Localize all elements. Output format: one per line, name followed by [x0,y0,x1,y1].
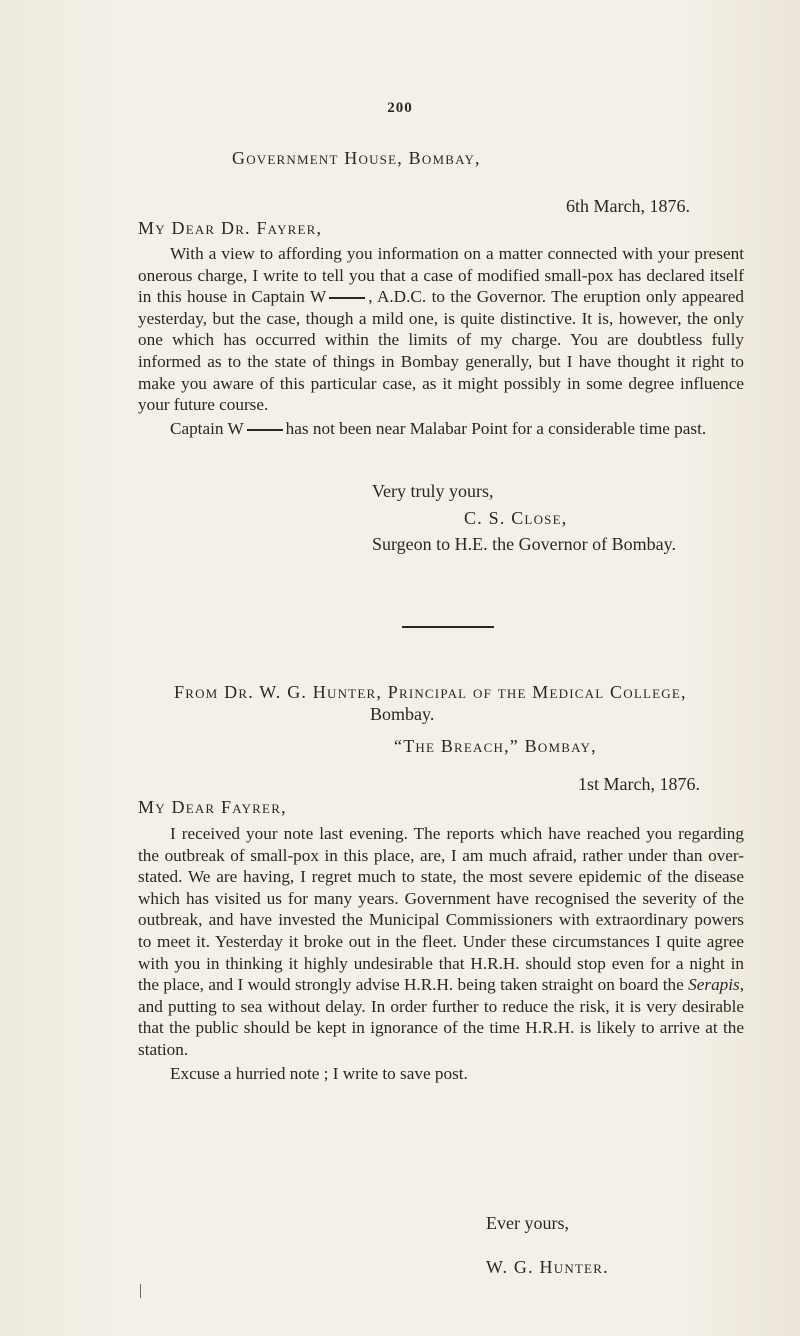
section-divider [402,626,494,628]
letter1-paragraph-2: Captain W has not been near Malabar Point for a considerable time past. [170,418,707,438]
letter1-paragraph-1: With a view to affording you information on a matter connected with your present onerous charge, I write to tell you that a case of modified small-pox has declared itself in this house in Captain W , A.D.C. to the Governor. The eruption only appeared yesterday, but the case, though a mild one, is quite distinctive. It is, however, the only one which has occurred within the limits of my charge. You are doubtless fully informed as to the state of things in Bombay generally, but I have thought it right to make you aware of this particular case, as it might possibly in some degree influence your future course. [138,244,744,415]
name-dash [247,429,283,431]
letter1-body [138,243,744,439]
letter1-date: 6th March, 1876. [566,196,690,216]
letter2-from-line: From Dr. W. G. Hunter, Principal of the Medical College, [174,682,687,702]
letter1-heading: Government House, Bombay, [232,148,481,168]
letter1-signature: C. S. Close, [464,508,568,528]
letter2-paragraph-1: I received your note last evening. The reports which have reached you regarding the outbreak of small-pox in this place, are, I am much afraid, rather under than over-stated. We are having, I regret much to state, the most severe epidemic of the disease which has visited us for many years. Government have recognised the severity of the outbreak, and have invested the Municipal Commissioners with extraordinary powers to meet it. Yesterday it broke out in the fleet. Under these circumstances I quite agree with you in thinking it highly undesirable that H.R.H. should stop even for a night in the place, and I would strongly advise H.R.H. being taken straight on board the Serapis, and putting to sea without delay. In order further to reduce the risk, it is very desirable that the public should be kept in ignorance of the time H.R.H. is likely to arrive at the station. [138,824,745,1059]
letter2-body [138,823,744,1084]
letter1-salutation: My Dear Dr. Fayrer, [138,218,323,238]
letter2-closing: Ever yours, [486,1213,569,1233]
letter1-signer-title: Surgeon to H.E. the Governor of Bombay. [372,534,676,554]
margin-mark [140,1284,141,1298]
page-number: 200 [387,100,413,116]
name-dash [329,297,365,299]
letter2-signature: W. G. Hunter. [486,1257,609,1277]
letter2-paragraph-2: Excuse a hurried note ; I write to save post. [170,1063,468,1083]
letter2-date: 1st March, 1876. [578,774,700,794]
letter2-from-line-2: Bombay. [370,704,435,724]
letter2-heading: “The Breach,” Bombay, [394,736,597,756]
letter1-closing: Very truly yours, [372,481,494,501]
letter2-salutation: My Dear Fayrer, [138,797,287,817]
ship-name: Serapis [688,975,740,995]
